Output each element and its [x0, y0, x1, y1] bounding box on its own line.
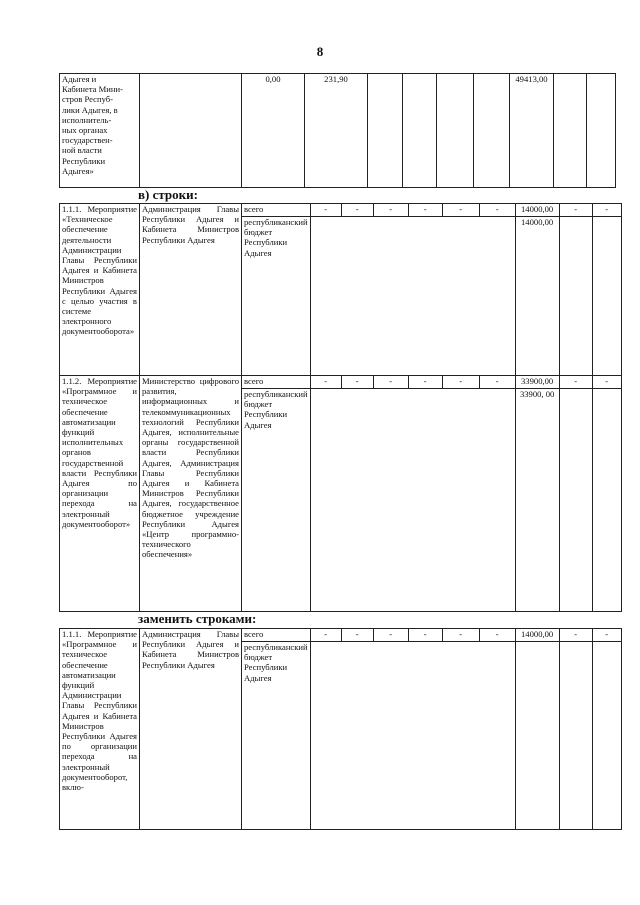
activity-name-cell: 1.1.1. Мероприятие «Программное и техническое обеспечение автоматизации функций Администрации Главы Республики Адыгея и Кабинета Министров Республики Адыгея по организации перехода на электронный документооборот, вклю-	[60, 629, 140, 830]
dash-cell: -	[373, 376, 408, 389]
dash-cell: -	[408, 629, 442, 642]
activity-name-cell: 1.1.2. Мероприятие «Программное и техническое обеспечение автоматизации функций исполнительных органов государственной власти Республики Адыгея по организации перехода на электронный документооборот»	[60, 376, 140, 612]
activity-name-cell: 1.1.1. Мероприятие «Техническое обеспечение деятельности Администрации Главы Республики Адыгея и Кабинета Министров Республики Адыгея с целью участия в системе электронного документооборота»	[60, 204, 140, 376]
empty-cell	[592, 217, 621, 376]
page-number: 8	[316, 44, 324, 59]
dash-cell: -	[592, 376, 621, 389]
source-budget-cell: республиканский бюджет Республики Адыгея	[242, 389, 311, 612]
value-budget-cell: 14000,00	[515, 217, 559, 376]
dash-cell: -	[479, 204, 515, 217]
executor-cell: Министерство цифрового развития, информационных и телекоммуникационных технологий Республики Адыгея, исполнительные органы государственной власти Республики Адыгея, Администрация Главы Республики Адыгея и Кабинета Министров Республики Адыгея, государственное бюджетное учреждение Республики Адыгея «Центр программно-технического обеспечения»	[140, 376, 242, 612]
dash-cell: -	[408, 376, 442, 389]
empty-cell	[140, 74, 242, 188]
dash-cell: -	[373, 629, 408, 642]
dash-cell: -	[592, 204, 621, 217]
dash-cell: -	[408, 204, 442, 217]
program-table-top	[59, 73, 616, 188]
empty-cell	[515, 642, 559, 830]
dash-cell: -	[559, 376, 592, 389]
dash-cell: -	[373, 204, 408, 217]
dash-cell: -	[341, 204, 373, 217]
empty-cell	[437, 74, 474, 188]
dash-cell: -	[310, 204, 341, 217]
dash-cell: -	[559, 204, 592, 217]
value-budget-cell: 33900, 00	[515, 389, 559, 612]
empty-cell	[559, 217, 592, 376]
dash-cell: -	[341, 376, 373, 389]
empty-cell	[403, 74, 437, 188]
dash-cell: -	[310, 629, 341, 642]
dash-cell: -	[310, 376, 341, 389]
source-all-cell: всего	[242, 629, 311, 642]
source-budget-cell: республиканский бюджет Республики Адыгея	[242, 642, 311, 830]
program-table-replacement	[59, 628, 622, 830]
dash-cell: -	[442, 204, 479, 217]
continued-name-cell: Адыгея и Кабинета Мини- стров Респуб- лики Адыгея, в исполнитель- ных органах государствен- ной власти Республики Адыгея»	[60, 74, 140, 188]
empty-cell	[592, 642, 621, 830]
empty-cell	[310, 389, 515, 612]
dash-cell: -	[442, 629, 479, 642]
dash-cell: -	[341, 629, 373, 642]
caption-replace: заменить строками:	[138, 611, 257, 626]
executor-cell: Администрация Главы Республики Адыгея и Кабинета Министров Республики Адыгея	[140, 204, 242, 376]
empty-cell	[587, 74, 616, 188]
dash-cell: -	[442, 376, 479, 389]
empty-cell	[368, 74, 403, 188]
value-cell: 0,00	[242, 74, 305, 188]
dash-cell: -	[559, 629, 592, 642]
dash-cell: -	[479, 376, 515, 389]
empty-cell	[474, 74, 510, 188]
source-all-cell: всего	[242, 204, 311, 217]
source-all-cell: всего	[242, 376, 311, 389]
empty-cell	[559, 642, 592, 830]
empty-cell	[310, 642, 515, 830]
dash-cell: -	[592, 629, 621, 642]
empty-cell	[592, 389, 621, 612]
caption-rows: в) строки:	[138, 187, 198, 202]
source-budget-cell: республиканский бюджет Республики Адыгея	[242, 217, 311, 376]
dash-cell: -	[479, 629, 515, 642]
empty-cell	[554, 74, 587, 188]
executor-cell: Администрация Главы Республики Адыгея и Кабинета Министров Республики Адыгея	[140, 629, 242, 830]
empty-cell	[559, 389, 592, 612]
value-all-cell: 33900,00	[515, 376, 559, 389]
program-table-rows	[59, 203, 622, 612]
value-all-cell: 14000,00	[515, 629, 559, 642]
total-cell: 49413,00	[510, 74, 554, 188]
value-cell: 231,90	[305, 74, 368, 188]
value-all-cell: 14000,00	[515, 204, 559, 217]
empty-cell	[310, 217, 515, 376]
